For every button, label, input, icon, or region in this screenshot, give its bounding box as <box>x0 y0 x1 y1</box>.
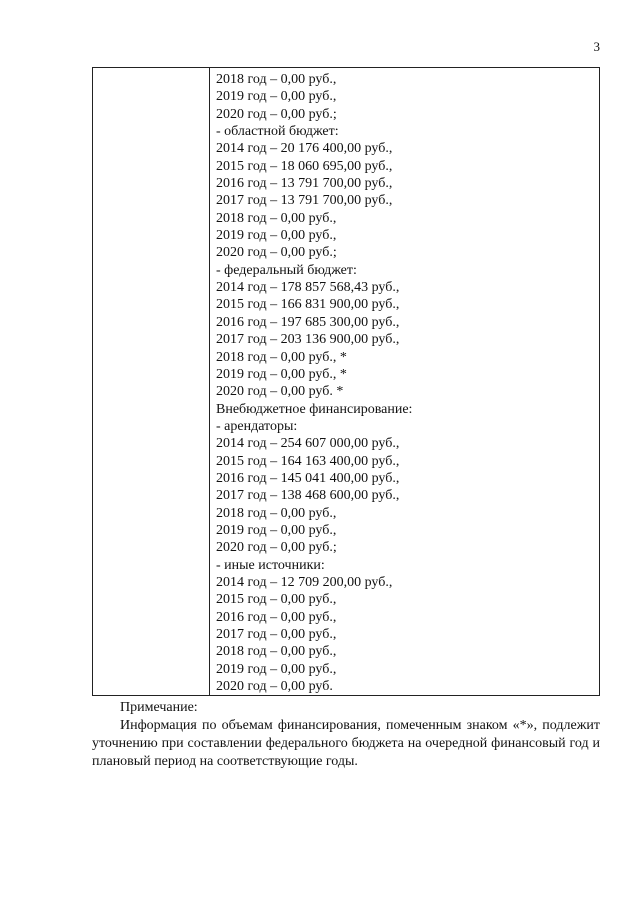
funding-line: 2020 год – 0,00 руб. <box>216 679 333 695</box>
funding-line: 2014 год – 20 176 400,00 руб., <box>216 141 393 157</box>
funding-line: 2014 год – 178 857 568,43 руб., <box>216 280 400 296</box>
funding-line: 2019 год – 0,00 руб., <box>216 522 337 538</box>
funding-line: - федеральный бюджет: <box>216 262 357 278</box>
funding-line: 2018 год – 0,00 руб., <box>216 505 337 521</box>
funding-line: - областной бюджет: <box>216 124 339 140</box>
funding-table <box>92 67 600 696</box>
funding-line: 2014 год – 12 709 200,00 руб., <box>216 574 393 590</box>
funding-line: 2020 год – 0,00 руб.; <box>216 106 337 122</box>
funding-line: 2015 год – 166 831 900,00 руб., <box>216 297 400 313</box>
note-block <box>92 699 600 771</box>
funding-line: 2017 год – 138 468 600,00 руб., <box>216 488 400 504</box>
funding-line: 2014 год – 254 607 000,00 руб., <box>216 436 400 452</box>
funding-line: 2019 год – 0,00 руб., <box>216 661 337 677</box>
funding-line: 2017 год – 203 136 900,00 руб., <box>216 332 400 348</box>
funding-line: 2016 год – 197 685 300,00 руб., <box>216 314 400 330</box>
funding-line: 2015 год – 164 163 400,00 руб., <box>216 453 400 469</box>
funding-line: 2015 год – 18 060 695,00 руб., <box>216 158 393 174</box>
page-number: 3 <box>593 39 600 54</box>
funding-line: - иные источники: <box>216 557 325 573</box>
funding-line: 2018 год – 0,00 руб., <box>216 72 337 87</box>
funding-line: 2018 год – 0,00 руб., * <box>216 349 347 365</box>
funding-line: 2016 год – 0,00 руб., <box>216 609 337 625</box>
funding-line: 2016 год – 145 041 400,00 руб., <box>216 470 400 486</box>
funding-line: 2020 год – 0,00 руб.; <box>216 540 337 556</box>
funding-line: 2019 год – 0,00 руб., <box>216 89 337 105</box>
funding-line: 2020 год – 0,00 руб. * <box>216 384 344 400</box>
note-title: Примечание: <box>120 700 198 715</box>
funding-line: 2017 год – 0,00 руб., <box>216 627 337 642</box>
funding-line: 2017 год – 13 791 700,00 руб., <box>216 193 393 209</box>
funding-line: Внебюджетное финансирование: <box>216 401 413 417</box>
table-right-cell <box>210 68 600 695</box>
funding-line: 2020 год – 0,00 руб.; <box>216 245 337 261</box>
funding-line: 2018 год – 0,00 руб., <box>216 644 337 660</box>
table-left-cell <box>92 68 210 695</box>
funding-line: 2015 год – 0,00 руб., <box>216 592 337 608</box>
funding-line: 2018 год – 0,00 руб., <box>216 210 337 226</box>
funding-line: 2019 год – 0,00 руб., <box>216 228 337 244</box>
note-text: Информация по объемам финансирования, помеченным знаком «*», подлежит уточнению при составлении федерального бюджета на очередной финансовый год и плановый период на соответствующие годы. <box>92 718 600 769</box>
funding-line: - арендаторы: <box>216 418 298 434</box>
funding-line: 2019 год – 0,00 руб., * <box>216 366 347 382</box>
funding-line: 2016 год – 13 791 700,00 руб., <box>216 176 393 192</box>
